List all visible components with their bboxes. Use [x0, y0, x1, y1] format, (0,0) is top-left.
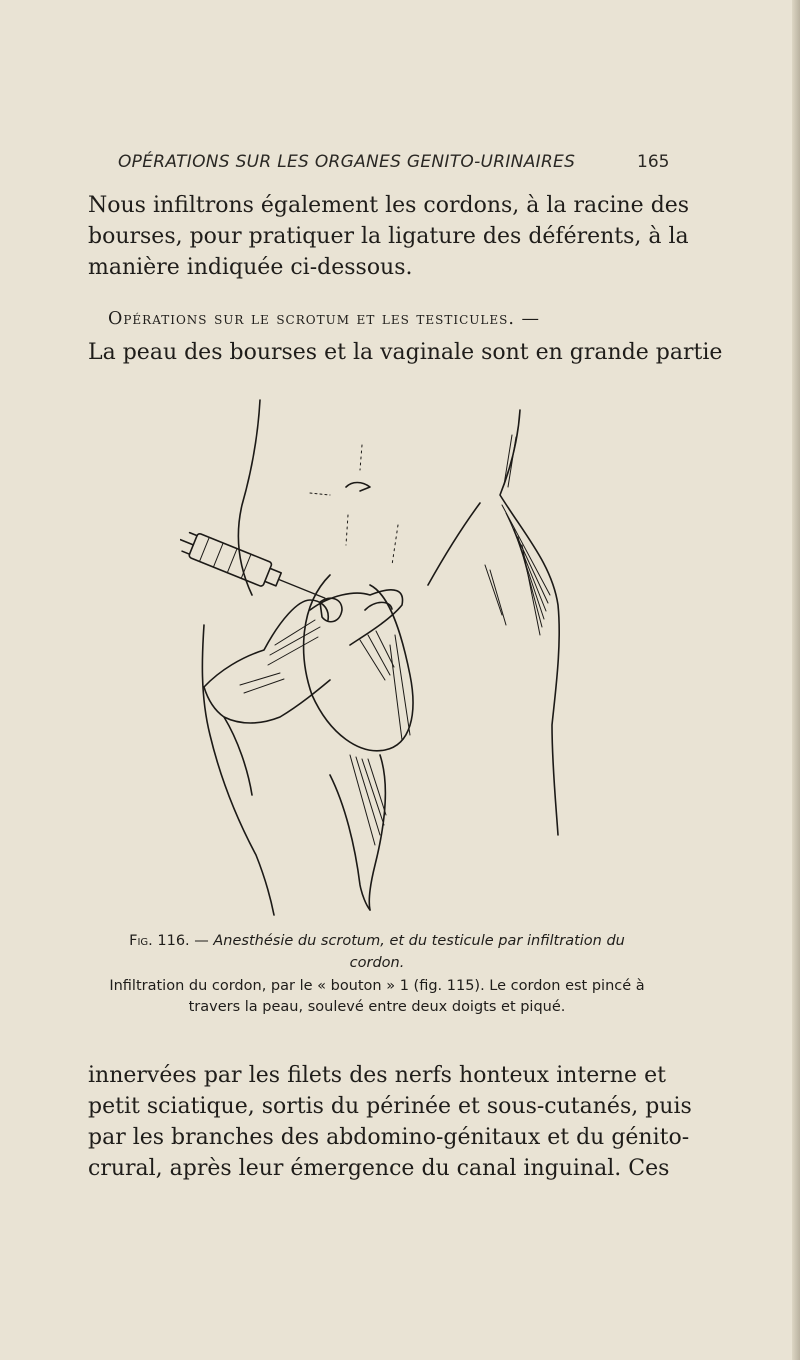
text-line: innervées par les filets des nerfs honteux interne et	[88, 1063, 666, 1088]
page-number: 165	[637, 152, 670, 172]
figure-title: Anesthésie du scrotum, et du testicule par infiltration du cordon.	[213, 933, 625, 971]
section-heading-dash: —	[514, 309, 541, 329]
text-line: petit sciatique, sortis du périnée et sous-cutanés, puis	[88, 1094, 692, 1119]
section-heading	[108, 309, 666, 329]
paragraph-2	[88, 337, 723, 368]
paragraph-1	[88, 190, 690, 283]
paragraph-3	[88, 1060, 692, 1184]
figure-label: Fig. 116. —	[129, 933, 209, 949]
text-line: par les branches des abdomino-génitaux et du génito-	[88, 1125, 690, 1150]
section-heading-text: Opérations sur le scrotum et les testicules.	[108, 309, 515, 329]
text-line: manière indiquée ci-dessous.	[88, 255, 413, 280]
text-line: La peau des bourses et la vaginale sont en grande partie	[88, 340, 723, 365]
text-line: bourses, pour pratiquer la ligature des déférents, à la	[88, 224, 689, 249]
figure-caption	[104, 930, 650, 974]
text-line: Nous infiltrons également les cordons, à la racine des	[88, 193, 690, 218]
page-edge	[792, 0, 800, 1360]
syringe-injection-illustration	[180, 395, 580, 925]
running-head: OPÉRATIONS SUR LES ORGANES GENITO-URINAIRES	[118, 152, 576, 172]
figure-note: Infiltration du cordon, par le « bouton » 1 (fig. 115). Le cordon est pincé à travers la peau, soulevé entre deux doigts et piqué.	[109, 978, 645, 1015]
text-line: crural, après leur émergence du canal inguinal. Ces	[88, 1156, 670, 1181]
